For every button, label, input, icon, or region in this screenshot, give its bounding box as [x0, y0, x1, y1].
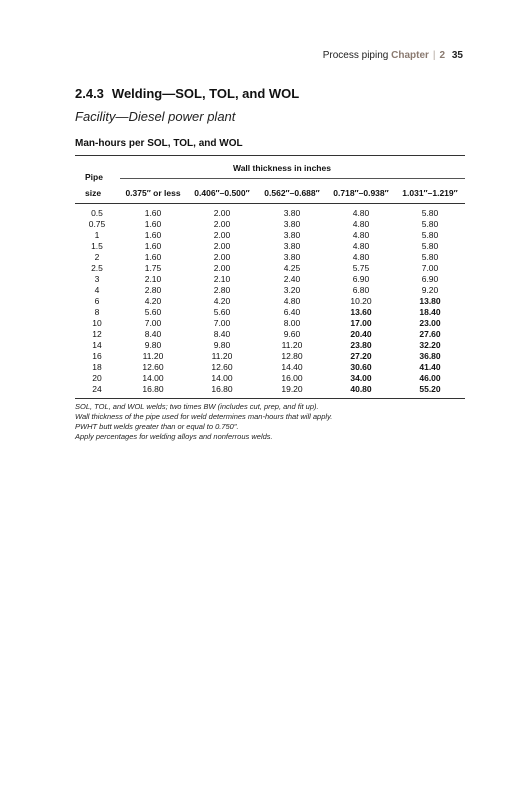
column-header: 0.375″ or less — [125, 188, 181, 198]
manhours-cell: 14.00 — [211, 373, 233, 383]
table-row — [75, 274, 465, 285]
pipe-size-cell: 2.5 — [91, 263, 103, 273]
manhours-table — [75, 155, 465, 442]
header-wall-thickness: Wall thickness in inches — [233, 163, 331, 173]
manhours-cell: 5.80 — [421, 252, 439, 262]
manhours-cell: 7.00 — [144, 318, 162, 328]
manhours-cell: 6.90 — [421, 274, 439, 284]
manhours-cell: 3.80 — [283, 241, 301, 251]
running-head — [323, 50, 463, 61]
manhours-cell: 2.80 — [144, 285, 162, 295]
table-row — [75, 252, 465, 263]
pipe-size-cell: 0.5 — [91, 208, 103, 218]
table-row — [75, 329, 465, 340]
manhours-cell: 14.00 — [142, 373, 164, 383]
manhours-cell: 11.20 — [142, 351, 164, 361]
manhours-cell: 16.80 — [211, 384, 233, 394]
column-header: 0.406″–0.500″ — [194, 188, 250, 198]
section-number: 2.4.3 — [75, 86, 104, 101]
pipe-size-cell: 14 — [92, 340, 102, 350]
manhours-cell: 41.40 — [419, 362, 441, 372]
header-pipe-label: Pipe — [85, 172, 103, 182]
manhours-cell: 1.60 — [144, 230, 162, 240]
manhours-cell: 36.80 — [419, 351, 441, 361]
running-head-separator: | — [432, 50, 436, 61]
running-head-chapter: Chapter — [391, 50, 429, 61]
pipe-size-cell: 3 — [94, 274, 100, 284]
manhours-cell: 27.60 — [419, 329, 441, 339]
manhours-cell: 4.20 — [213, 296, 231, 306]
pipe-size-cell: 8 — [94, 307, 100, 317]
manhours-cell: 2.10 — [144, 274, 162, 284]
pipe-size-cell: 1 — [94, 230, 100, 240]
section-title: Welding—SOL, TOL, and WOL — [111, 86, 300, 101]
manhours-cell: 32.20 — [419, 340, 441, 350]
manhours-cell: 27.20 — [350, 351, 372, 361]
manhours-cell: 4.80 — [283, 296, 301, 306]
table-row — [75, 230, 465, 241]
table-note: Apply percentages for welding alloys and nonferrous welds. — [75, 432, 273, 441]
manhours-cell: 3.20 — [283, 285, 301, 295]
table-row — [75, 296, 465, 307]
manhours-cell: 12.60 — [142, 362, 164, 372]
manhours-cell: 23.80 — [350, 340, 372, 350]
running-head-title: Process piping — [322, 50, 389, 61]
page-number: 35 — [451, 50, 463, 61]
manhours-cell: 2.00 — [213, 252, 231, 262]
manhours-cell: 1.60 — [144, 208, 162, 218]
table-row — [75, 219, 465, 230]
table-notes — [75, 399, 465, 442]
manhours-cell: 6.40 — [283, 307, 301, 317]
manhours-cell: 9.60 — [283, 329, 301, 339]
manhours-cell: 2.10 — [213, 274, 231, 284]
manhours-cell: 23.00 — [419, 318, 441, 328]
manhours-cell: 5.80 — [421, 241, 439, 251]
table-note: SOL, TOL, and WOL welds; two times BW (includes cut, prep, and fit up). — [75, 402, 319, 411]
manhours-cell: 6.90 — [352, 274, 370, 284]
manhours-cell: 1.60 — [144, 252, 162, 262]
pipe-size-cell: 6 — [94, 296, 100, 306]
manhours-cell: 12.60 — [211, 362, 233, 372]
manhours-cell: 8.40 — [144, 329, 162, 339]
manhours-cell: 11.20 — [211, 351, 233, 361]
manhours-cell: 14.40 — [281, 362, 303, 372]
manhours-cell: 13.60 — [350, 307, 372, 317]
pipe-size-cell: 4 — [94, 285, 100, 295]
column-header: 1.031″–1.219″ — [402, 188, 458, 198]
manhours-cell: 1.60 — [144, 241, 162, 251]
table-row — [75, 208, 465, 219]
manhours-cell: 18.40 — [419, 307, 441, 317]
table-row — [75, 285, 465, 296]
section-heading — [75, 86, 299, 101]
manhours-cell: 2.00 — [213, 241, 231, 251]
manhours-cell: 13.80 — [419, 296, 441, 306]
manhours-cell: 16.80 — [142, 384, 164, 394]
manhours-cell: 20.40 — [350, 329, 372, 339]
manhours-cell: 2.40 — [283, 274, 301, 284]
manhours-cell: 8.00 — [283, 318, 301, 328]
column-header: 0.718″–0.938″ — [333, 188, 389, 198]
manhours-cell: 5.75 — [352, 263, 370, 273]
manhours-cell: 40.80 — [350, 384, 372, 394]
pipe-size-cell: 18 — [92, 362, 102, 372]
manhours-cell: 5.80 — [421, 208, 439, 218]
manhours-cell: 4.25 — [283, 263, 301, 273]
pipe-size-cell: 0.75 — [88, 219, 106, 229]
manhours-cell: 46.00 — [419, 373, 441, 383]
table-row — [75, 384, 465, 395]
manhours-cell: 5.80 — [421, 230, 439, 240]
table-note: PWHT butt welds greater than or equal to 0.750″. — [75, 422, 239, 431]
manhours-cell: 2.00 — [213, 219, 231, 229]
manhours-cell: 1.60 — [144, 219, 162, 229]
table-row — [75, 340, 465, 351]
manhours-cell: 4.20 — [144, 296, 162, 306]
manhours-cell: 3.80 — [283, 252, 301, 262]
manhours-cell: 30.60 — [350, 362, 372, 372]
header-group-rule — [120, 178, 465, 179]
table-row — [75, 318, 465, 329]
manhours-cell: 4.80 — [352, 219, 370, 229]
manhours-cell: 6.80 — [352, 285, 370, 295]
table-row — [75, 263, 465, 274]
manhours-cell: 9.80 — [144, 340, 162, 350]
column-header: 0.562″–0.688″ — [264, 188, 320, 198]
table-body — [75, 208, 465, 395]
manhours-cell: 3.80 — [283, 208, 301, 218]
manhours-cell: 5.60 — [144, 307, 162, 317]
facility-subtitle: Facility—Diesel power plant — [75, 109, 236, 124]
manhours-cell: 2.00 — [213, 263, 231, 273]
manhours-cell: 9.80 — [213, 340, 231, 350]
manhours-cell: 12.80 — [281, 351, 303, 361]
manhours-cell: 5.60 — [213, 307, 231, 317]
table-caption: Man-hours per SOL, TOL, and WOL — [75, 138, 243, 149]
table-row — [75, 373, 465, 384]
manhours-cell: 16.00 — [281, 373, 303, 383]
manhours-cell: 1.75 — [144, 263, 162, 273]
manhours-cell: 34.00 — [350, 373, 372, 383]
manhours-cell: 3.80 — [283, 230, 301, 240]
table-row — [75, 362, 465, 373]
pipe-size-cell: 12 — [92, 329, 102, 339]
manhours-cell: 19.20 — [281, 384, 303, 394]
manhours-cell: 4.80 — [352, 208, 370, 218]
manhours-cell: 7.00 — [421, 263, 439, 273]
pipe-size-cell: 24 — [92, 384, 102, 394]
pipe-size-cell: 2 — [94, 252, 100, 262]
manhours-cell: 10.20 — [350, 296, 372, 306]
manhours-cell: 8.40 — [213, 329, 231, 339]
table-row — [75, 241, 465, 252]
manhours-cell: 5.80 — [421, 219, 439, 229]
table-header — [75, 156, 465, 203]
manhours-cell: 4.80 — [352, 252, 370, 262]
running-head-chapter-number: 2 — [439, 50, 446, 61]
manhours-cell: 2.00 — [213, 208, 231, 218]
manhours-cell: 55.20 — [419, 384, 441, 394]
manhours-cell: 7.00 — [213, 318, 231, 328]
pipe-size-cell: 1.5 — [91, 241, 103, 251]
manhours-cell: 2.80 — [213, 285, 231, 295]
table-row — [75, 351, 465, 362]
manhours-cell: 2.00 — [213, 230, 231, 240]
pipe-size-cell: 16 — [92, 351, 102, 361]
pipe-size-cell: 20 — [92, 373, 102, 383]
table-note: Wall thickness of the pipe used for weld determines man-hours that will apply. — [75, 412, 333, 421]
header-size-label: size — [85, 188, 102, 198]
pipe-size-cell: 10 — [92, 318, 102, 328]
manhours-cell: 9.20 — [421, 285, 439, 295]
manhours-cell: 3.80 — [283, 219, 301, 229]
manhours-cell: 11.20 — [281, 340, 303, 350]
manhours-cell: 4.80 — [352, 241, 370, 251]
table-row — [75, 307, 465, 318]
manhours-cell: 17.00 — [350, 318, 372, 328]
manhours-cell: 4.80 — [352, 230, 370, 240]
